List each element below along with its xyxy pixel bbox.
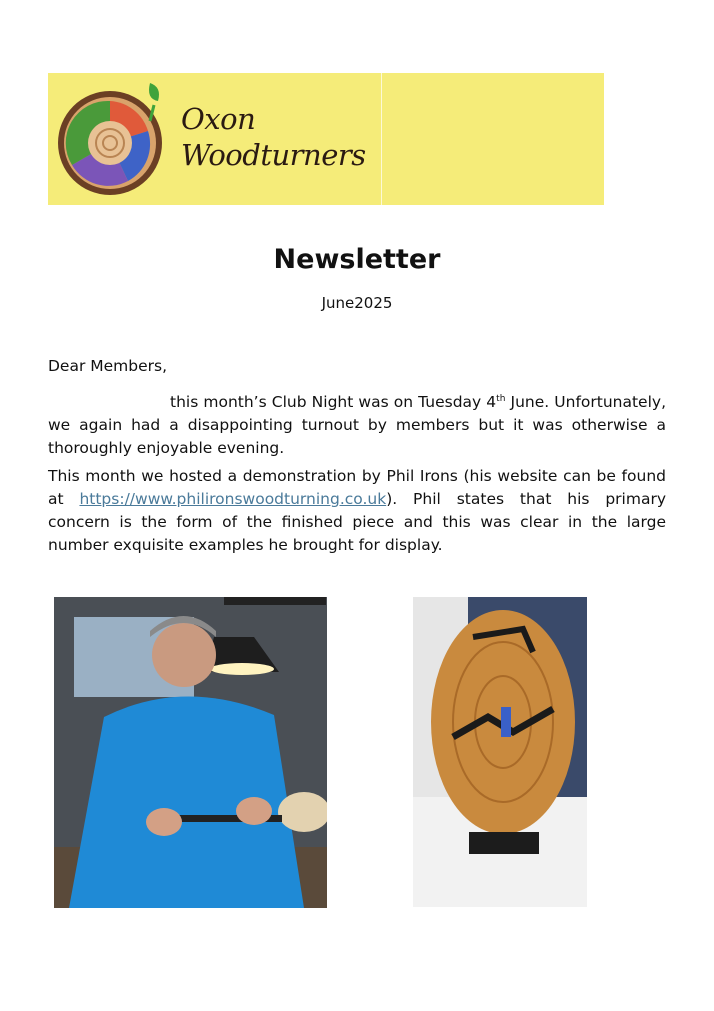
paragraph-club-night bbox=[48, 388, 666, 460]
org-name bbox=[181, 101, 366, 173]
p1-ordinal: th bbox=[496, 394, 506, 404]
website-link[interactable]: https://www.philironswoodturning.co.uk bbox=[79, 490, 387, 508]
banner-divider bbox=[381, 73, 382, 205]
p1-text-b: June. Unfortunately, we again had a disappointing turnout by members but it was otherwise a thoroughly enjoyable evening. bbox=[48, 393, 666, 458]
org-name-line1: Oxon bbox=[181, 102, 256, 136]
logo-icon bbox=[58, 79, 170, 199]
salutation: Dear Members, bbox=[48, 357, 168, 375]
issue-date: June2025 bbox=[321, 294, 393, 312]
org-name-line2: Woodturners bbox=[181, 138, 366, 172]
photo-turned-vessel bbox=[413, 597, 587, 907]
paragraph-demonstration bbox=[48, 465, 666, 557]
p1-text-a: this month’s Club Night was on Tuesday 4 bbox=[170, 393, 497, 412]
page-title: Newsletter bbox=[273, 244, 441, 275]
p2-text-b: ). Phil states that his primary concern is the form of the finished piece and this was clear in the large number exquisite examples he brought for display. bbox=[48, 490, 666, 554]
p2-text-a: This month we hosted a demonstration by Phil Irons (his website can be found at bbox=[48, 467, 666, 508]
photo-demonstrator bbox=[54, 597, 327, 908]
header-banner bbox=[48, 73, 604, 205]
